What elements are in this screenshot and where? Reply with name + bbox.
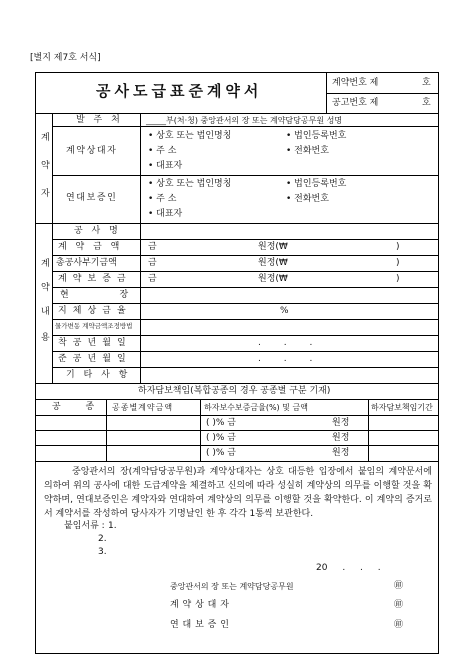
notice-number-label: 공고번호 제 <box>332 98 379 108</box>
row-label-site: 현 장 <box>60 290 129 300</box>
completion-date-value: . . . <box>258 354 323 364</box>
signature-party-label: 계 약 상 대 자 <box>170 600 230 610</box>
party-label: 계약상대자 <box>66 146 118 156</box>
content-side-label-1: 계 <box>41 259 50 269</box>
orderer-label: 발 주 처 <box>76 115 123 125</box>
orderer-value: _____부(처·청) 중앙관서의 장 또는 계약담당공무원 성명 <box>146 116 343 125</box>
party-field-corp-no: • 법인등록번호 <box>286 131 347 141</box>
signature-official-label: 중앙관서의 장 또는 계약담당공무원 <box>170 582 294 591</box>
row-label-price-adjustment: 물가변동 계약금액조정방법 <box>55 322 133 330</box>
row-label-delay-rate: 지 체 상 금 율 <box>58 306 128 316</box>
total-amount-close: ) <box>396 258 400 268</box>
deposit-prefix: 금 <box>148 274 157 284</box>
row-label-completion-date: 준 공 년 월 일 <box>58 354 128 364</box>
document-title: 공사도급표준계약서 <box>96 82 263 100</box>
warranty-header-amount: 공종별계약금액 <box>112 403 174 412</box>
row-label-other: 기 타 사 항 <box>66 370 131 380</box>
signature-party-seal: ㊞ <box>394 600 404 610</box>
contract-number-suffix: 호 <box>422 78 431 88</box>
warranty-row-2-rate: ( )% 금 <box>206 433 236 443</box>
guarantor-field-phone: • 전화번호 <box>286 194 329 204</box>
contractor-side-label-2: 약 <box>41 161 50 171</box>
warranty-header-trade: 공 종 <box>52 402 95 412</box>
warranty-title: 하자담보책임(복합공종의 경우 공종별 구분 기재) <box>138 386 331 396</box>
contract-body-text: 중앙관서의 장(계약담당공무원)과 계약상대자는 상호 대등한 입장에서 붙임의 계약문서에 의하여 위의 공사에 대한 도급계약을 체결하고 신의에 따라 성실히 계약상의 의무를 이행할 것을 확약하며, 연대보증인은 계약자와 연대하여 계약상의 의무를 이행할 것을 확약한다. 이 계약의 증거로서 계약서를 작성하여 당사자가 기명날인 한 후 각각 1통씩 보관한다. <box>44 467 432 519</box>
total-amount-prefix: 금 <box>148 258 157 268</box>
row-label-deposit: 계 약 보 증 금 <box>58 274 128 284</box>
guarantor-field-representative: • 대표자 <box>148 209 183 219</box>
guarantor-field-corp-no: • 법인등록번호 <box>286 179 347 189</box>
contract-amount-close: ) <box>396 242 400 252</box>
warranty-header-period: 하자담보책임기간 <box>371 403 433 412</box>
row-label-contract-amount: 계 약 금 액 <box>58 242 123 252</box>
warranty-row-1-rate: ( )% 금 <box>206 418 236 428</box>
warranty-row-3-rate: ( )% 금 <box>206 448 236 458</box>
signature-guarantor-label: 연 대 보 증 인 <box>170 620 230 630</box>
delay-rate-value: % <box>280 306 289 316</box>
deposit-close: ) <box>396 274 400 284</box>
attachment-item-2: 2. <box>98 534 107 544</box>
contractor-side-label-3: 자 <box>41 189 50 199</box>
contract-amount-prefix: 금 <box>148 242 157 252</box>
contract-form-frame <box>35 72 439 654</box>
party-field-representative: • 대표자 <box>148 161 183 171</box>
signature-official-seal: ㊞ <box>394 581 404 591</box>
warranty-row-1-unit: 원정 <box>332 418 350 428</box>
total-amount-unit: 원정(₩ <box>258 258 288 268</box>
row-label-start-date: 착 공 년 월 일 <box>58 338 128 348</box>
deposit-unit: 원정(₩ <box>258 274 288 284</box>
content-side-label-3: 내 <box>41 307 50 317</box>
contractor-side-label-1: 계 <box>41 133 50 143</box>
row-label-total-amount: 총공사부기금액 <box>56 258 117 268</box>
party-field-address: • 주 소 <box>148 146 177 156</box>
warranty-header-rate: 하자보수보증금율(%) 및 금액 <box>204 403 308 412</box>
attachment-item-1: 1. <box>108 521 117 531</box>
warranty-row-2-unit: 원정 <box>332 433 350 443</box>
signature-guarantor-seal: ㊞ <box>394 620 404 630</box>
guarantor-field-address: • 주 소 <box>148 194 177 204</box>
contract-number-label: 계약번호 제 <box>332 78 379 88</box>
attachments-label: 붙임서류 : <box>64 521 105 531</box>
party-field-phone: • 전화번호 <box>286 146 329 156</box>
row-label-project-name: 공 사 명 <box>74 226 121 236</box>
notice-number-suffix: 호 <box>422 98 431 108</box>
warranty-row-3-unit: 원정 <box>332 448 350 458</box>
attachment-item-3: 3. <box>98 547 107 557</box>
content-side-label-2: 약 <box>41 283 50 293</box>
party-field-name: • 상호 또는 법인명칭 <box>148 131 232 141</box>
start-date-value: . . . <box>258 338 323 348</box>
form-number-label: [별지 제7호 서식] <box>30 53 101 63</box>
content-side-label-4: 용 <box>41 333 50 343</box>
guarantor-field-name: • 상호 또는 법인명칭 <box>148 179 232 189</box>
guarantor-label: 연대보증인 <box>66 193 118 203</box>
contract-amount-unit: 원정(₩ <box>258 242 288 252</box>
contract-date: 20 . . . <box>316 563 381 573</box>
